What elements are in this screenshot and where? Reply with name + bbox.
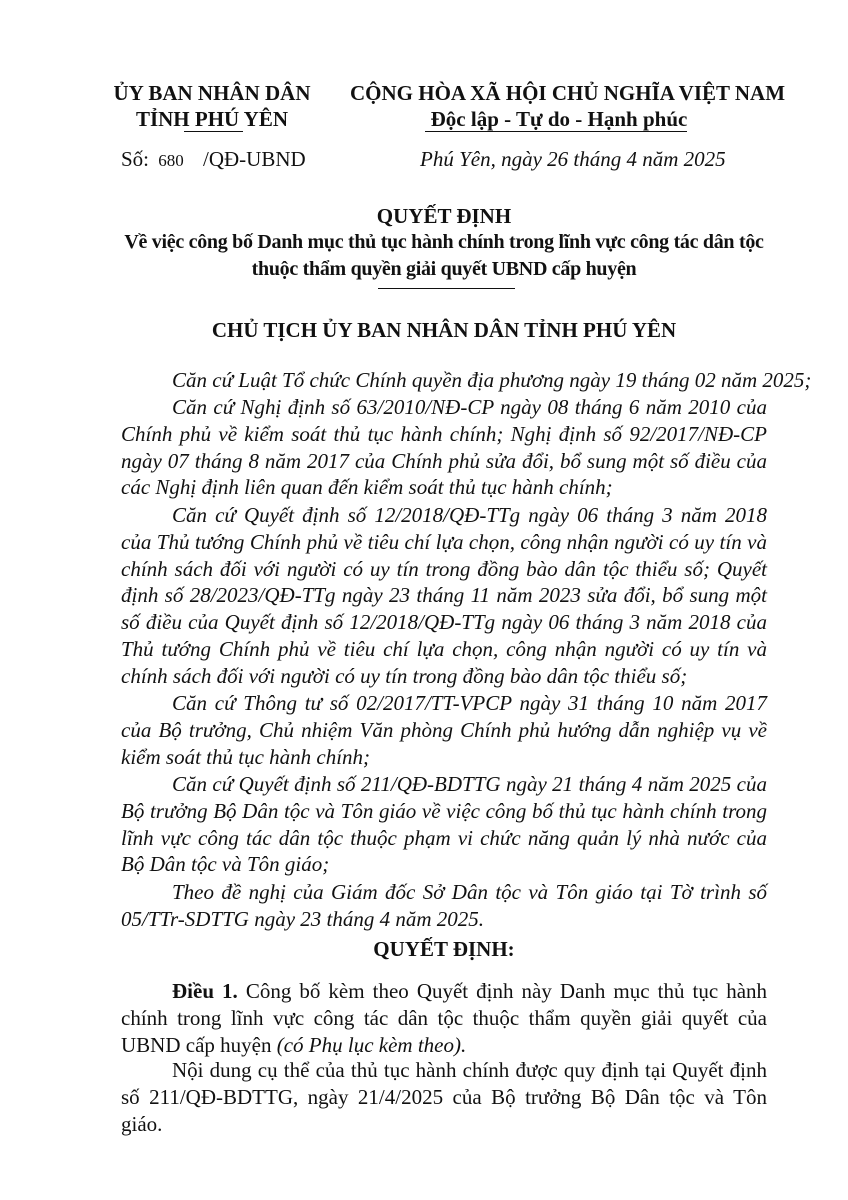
date-month: 4 — [626, 147, 637, 171]
document-number — [121, 146, 306, 174]
decision-heading: QUYẾT ĐỊNH: — [373, 937, 515, 961]
preamble-clause-2: Căn cứ Nghị định số 63/2010/NĐ-CP ngày 08 tháng 6 năm 2010 của Chính phủ về kiểm soát thủ tục hành chính; Nghị định số 92/2017/NĐ-CP ngày 07 tháng 8 năm 2017 của Chính phủ sửa đổi, bổ sung một số điều của các Nghị định liên quan đến kiểm soát thủ tục hành chính; — [121, 395, 767, 500]
date-month-label: tháng — [573, 147, 622, 171]
date-year-label: năm — [642, 147, 679, 171]
article-1-content: Nội dung cụ thể của thủ tục hành chính được quy định tại Quyết định số 211/QĐ-BDTTG, ngày 21/4/2025 của Bộ trưởng Bộ Dân tộc và Tôn giáo. — [121, 1058, 767, 1136]
number-prefix: Số: — [121, 147, 150, 171]
place-date-prefix: Phú Yên, ngày — [420, 147, 542, 171]
national-motto: Độc lập - Tự do - Hạnh phúc — [430, 107, 688, 131]
agency-province: TỈNH PHÚ YÊN — [135, 107, 289, 131]
national-title: CỘNG HÒA XÃ HỘI CHỦ NGHĨA VIỆT NAM — [350, 81, 786, 105]
number-value: 680 — [158, 151, 184, 170]
article-1-note: (có Phụ lục kèm theo). — [276, 1033, 467, 1057]
place-date — [420, 146, 726, 172]
preamble-clause-1: Căn cứ Luật Tổ chức Chính quyền địa phương ngày 19 tháng 02 năm 2025; — [172, 368, 812, 392]
preamble-clause-3: Căn cứ Quyết định số 12/2018/QĐ-TTg ngày 06 tháng 3 năm 2018 của Thủ tướng Chính phủ về tiêu chí lựa chọn, công nhận người có uy tín và chính sách đối với người có uy tín trong đồng bào dân tộc thiểu số; Quyết định số 28/2023/QĐ-TTg ngày 23 tháng 11 năm 2023 sửa đổi, bổ sung một số điều của Quyết định số 12/2018/QĐ-TTg ngày 06 tháng 3 năm 2018 của Thủ tướng Chính phủ về tiêu chí lựa chọn, công nhận người có uy tín và chính sách đối với người có uy tín trong đồng bào dân tộc thiểu số; — [121, 503, 767, 688]
title-underline — [378, 288, 515, 289]
preamble-clause-4: Căn cứ Thông tư số 02/2017/TT-VPCP ngày 31 tháng 10 năm 2017 của Bộ trưởng, Chủ nhiệm Văn phòng Chính phủ hướng dẫn nghiệp vụ về kiểm soát thủ tục hành chính; — [121, 691, 767, 769]
document-title: QUYẾT ĐỊNH — [376, 204, 512, 228]
date-year: 2025 — [683, 147, 726, 171]
issuing-authority: CHỦ TỊCH ỦY BAN NHÂN DÂN TỈNH PHÚ YÊN — [211, 318, 677, 342]
document-subject-line2: thuộc thẩm quyền giải quyết UBND cấp huyện — [251, 258, 637, 280]
document-subject-line1: Về việc công bố Danh mục thủ tục hành chính trong lĩnh vực công tác dân tộc — [124, 231, 764, 253]
article-1-text: Công bố kèm theo Quyết định này Danh mục thủ tục hành chính trong lĩnh vực công tác dân tộc thuộc thẩm quyền giải quyết của UBND cấp huyện — [121, 979, 768, 1057]
motto-underline — [425, 131, 687, 132]
number-suffix: /QĐ-UBND — [203, 147, 306, 171]
preamble-clause-6: Theo đề nghị của Giám đốc Sở Dân tộc và Tôn giáo tại Tờ trình số 05/TTr-SDTTG ngày 23 tháng 4 năm 2025. — [121, 880, 767, 931]
article-1 — [121, 978, 767, 1059]
preamble-clause-5: Căn cứ Quyết định số 211/QĐ-BDTTG ngày 21 tháng 4 năm 2025 của Bộ trưởng Bộ Dân tộc và Tôn giáo về việc công bố thủ tục hành chính trong lĩnh vực công tác dân tộc thuộc phạm vi chức năng quản lý nhà nước của Bộ Dân tộc và Tôn giáo; — [121, 772, 767, 877]
date-day: 26 — [547, 147, 569, 171]
article-1-label: Điều 1. — [172, 979, 238, 1003]
agency-name: ỦY BAN NHÂN DÂN — [113, 81, 311, 105]
agency-underline — [184, 131, 243, 132]
